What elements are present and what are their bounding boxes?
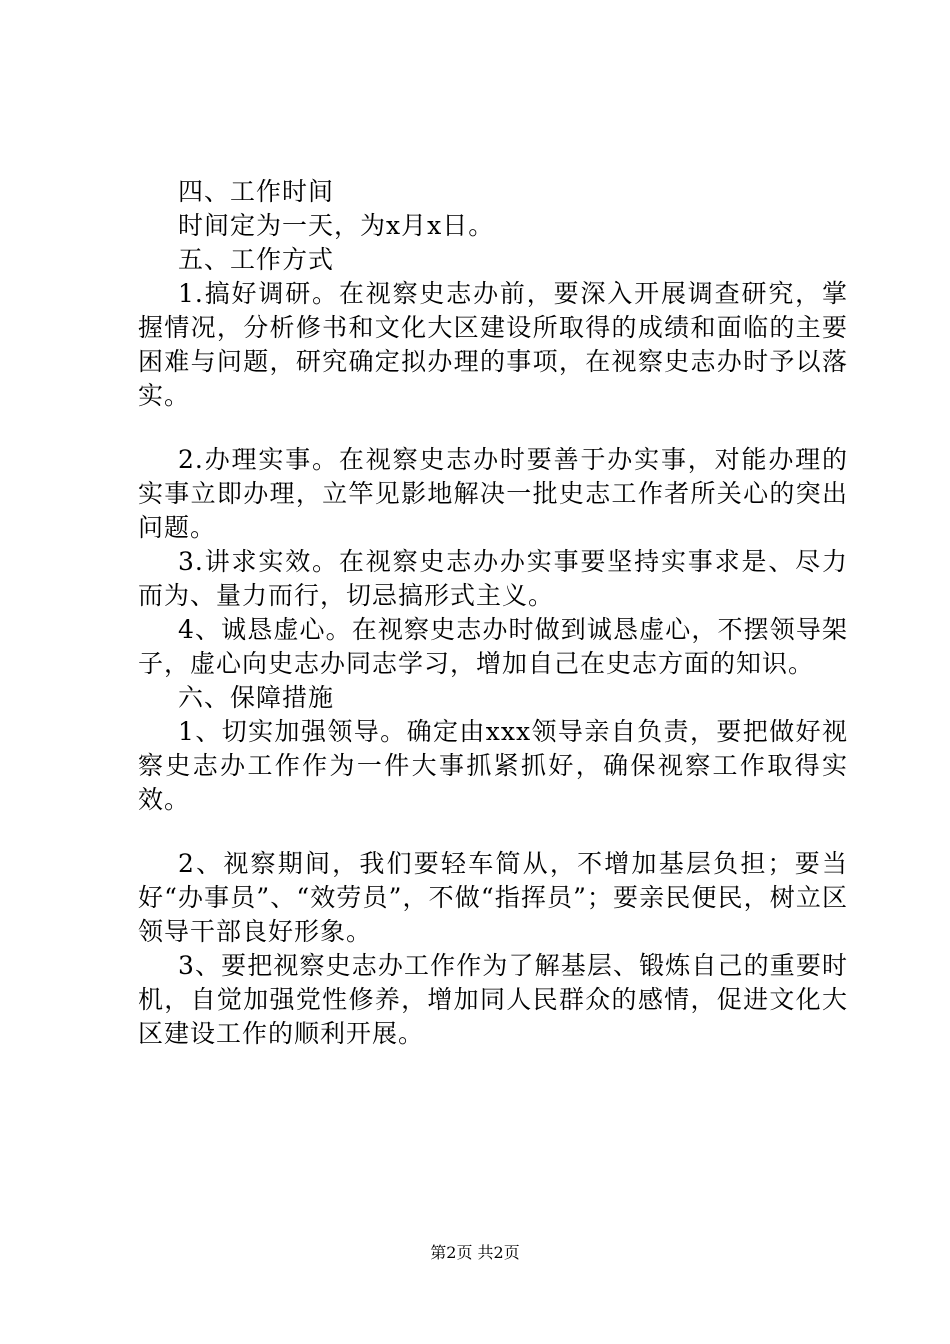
paragraph-research: 1.搞好调研。在视察史志办前，要深入开展调查研究，掌握情况，分析修书和文化大区建设所取得的成绩和面临的主要困难与问题，研究确定拟办理的事项，在视察史志办时予以落实。 (138, 279, 848, 410)
paragraph-effectiveness: 3.讲求实效。在视察史志办办实事要坚持实事求是、尽力而为、量力而行，切忌搞形式主义。 (138, 547, 848, 610)
page-number-footer: 第2页 共2页 (430, 1243, 520, 1262)
paragraph-practical-matters: 2.办理实事。在视察史志办时要善于办实事，对能办理的实事立即办理，立竿见影地解决一批史志工作者所关心的突出问题。 (138, 445, 848, 542)
section-heading-work-method: 五、工作方式 (178, 245, 335, 274)
section-heading-work-time: 四、工作时间 (178, 177, 335, 206)
paragraph-opportunity: 3、要把视察史志办工作作为了解基层、锻炼自己的重要时机，自觉加强党性修养，增加同人民群众的感情，促进文化大区建设工作的顺利开展。 (138, 951, 848, 1048)
document-body (138, 175, 848, 1051)
paragraph-sincerity: 4、诚恳虚心。在视察史志办时做到诚恳虚心，不摆领导架子，虚心向史志办同志学习，增加自己在史志方面的知识。 (138, 615, 848, 678)
paragraph-work-time: 时间定为一天，为x月x日。 (178, 211, 495, 240)
paragraph-inspection-period: 2、视察期间，我们要轻车简从，不增加基层负担；要当好“办事员”、“效劳员”，不做“指挥员”；要亲民便民，树立区领导干部良好形象。 (138, 849, 848, 946)
paragraph-leadership: 1、切实加强领导。确定由xxx领导亲自负责，要把做好视察史志办工作作为一件大事抓紧抓好，确保视察工作取得实效。 (138, 717, 848, 814)
section-heading-safeguards: 六、保障措施 (178, 683, 335, 712)
